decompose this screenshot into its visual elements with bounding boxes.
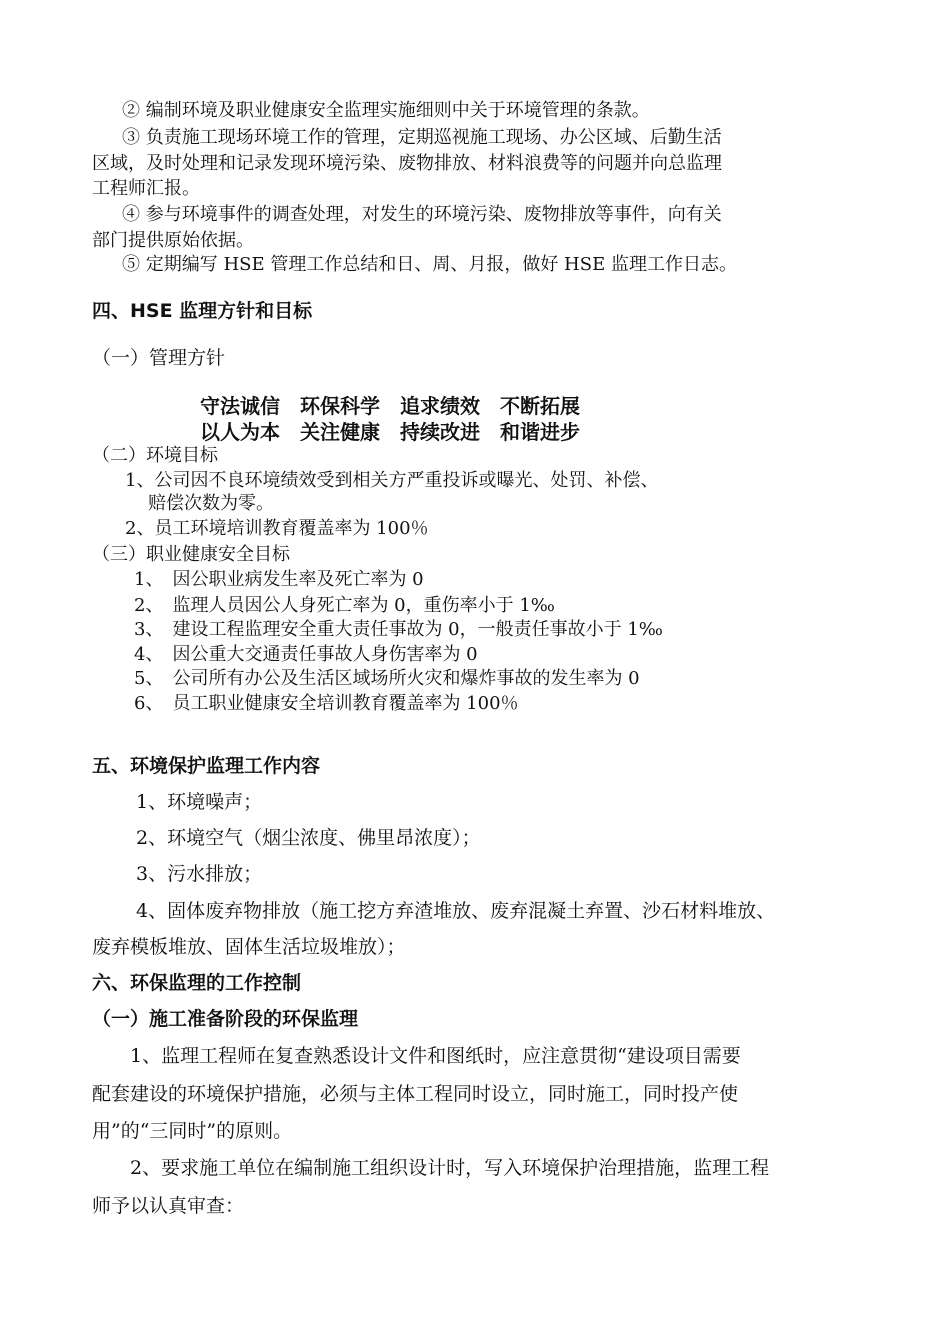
prep-para-1-line-1: 1、监理工程师在复查熟悉设计文件和图纸时，应注意贯彻“建设项目需要 [130, 1045, 741, 1067]
prep-para-2-line-2: 师予以认真审查： [92, 1195, 245, 1217]
environment-goal-subheading: （二）环境目标 [92, 445, 218, 466]
section-6-heading: 六、环保监理的工作控制 [92, 972, 302, 994]
duty-item-3-line-2: 区域，及时处理和记录发现环境污染、废物排放、材料浪费等的问题并向总监理 [92, 153, 722, 174]
content-item-4-line-2: 废弃模板堆放、固体生活垃圾堆放）； [92, 936, 406, 958]
section-5-heading: 五、环境保护监理工作内容 [92, 755, 321, 777]
duty-item-3-line-1: ③ 负责施工现场环境工作的管理，定期巡视施工现场、办公区域、后勤生活 [122, 127, 722, 148]
content-item-4-line-1: 4、固体废弃物排放（施工挖方弃渣堆放、废弃混凝土弃置、沙石材料堆放、 [136, 900, 776, 922]
ohs-goal-item: 3、 建设工程监理安全重大责任事故为 0，一般责任事故小于 1‰ [134, 619, 663, 640]
prep-para-2-line-1: 2、要求施工单位在编制施工组织设计时，写入环境保护治理措施，监理工程 [130, 1157, 770, 1179]
ohs-goal-item: 1、 因公职业病发生率及死亡率为 0 [134, 569, 424, 590]
ohs-goal-item: 6、 员工职业健康安全培训教育覆盖率为 100％ [134, 693, 519, 714]
policy-motto-line-1: 守法诚信 环保科学 追求绩效 不断拓展 [200, 394, 580, 418]
content-item-3: 3、污水排放； [136, 863, 263, 885]
ohs-goal-item: 4、 因公重大交通责任事故人身伤害率为 0 [134, 644, 478, 665]
duty-item-5: ⑤ 定期编写 HSE 管理工作总结和日、周、月报，做好 HSE 监理工作日志。 [122, 254, 737, 275]
content-item-2: 2、环境空气（烟尘浓度、佛里昂浓度）； [136, 827, 481, 849]
construction-prep-subheading: （一）施工准备阶段的环保监理 [92, 1008, 359, 1030]
ohs-goal-item: 5、 公司所有办公及生活区域场所火灾和爆炸事故的发生率为 0 [134, 668, 640, 689]
duty-item-3-line-3: 工程师汇报。 [92, 178, 200, 199]
env-goal-1-line-1: 1、公司因不良环境绩效受到相关方严重投诉或曝光、处罚、补偿、 [125, 470, 659, 491]
section-4-heading: 四、HSE 监理方针和目标 [92, 300, 313, 322]
prep-para-1-line-3: 用”的“三同时”的原则。 [92, 1120, 293, 1142]
prep-para-1-line-2: 配套建设的环境保护措施，必须与主体工程同时设立，同时施工，同时投产使 [92, 1083, 739, 1105]
duty-item-4-line-2: 部门提供原始依据。 [92, 230, 254, 251]
ohs-goal-item: 2、 监理人员因公人身死亡率为 0，重伤率小于 1‰ [134, 595, 555, 616]
policy-motto-line-2: 以人为本 关注健康 持续改进 和谐进步 [200, 420, 580, 444]
management-policy-subheading: （一）管理方针 [92, 347, 226, 369]
content-item-1: 1、环境噪声； [136, 791, 263, 813]
duty-item-2: ② 编制环境及职业健康安全监理实施细则中关于环境管理的条款。 [122, 100, 650, 121]
duty-item-4-line-1: ④ 参与环境事件的调查处理，对发生的环境污染、废物排放等事件，向有关 [122, 204, 722, 225]
env-goal-1-line-2: 赔偿次数为零。 [148, 493, 274, 514]
env-goal-2: 2、员工环境培训教育覆盖率为 100％ [125, 518, 429, 539]
ohs-goal-subheading: （三）职业健康安全目标 [92, 544, 290, 565]
